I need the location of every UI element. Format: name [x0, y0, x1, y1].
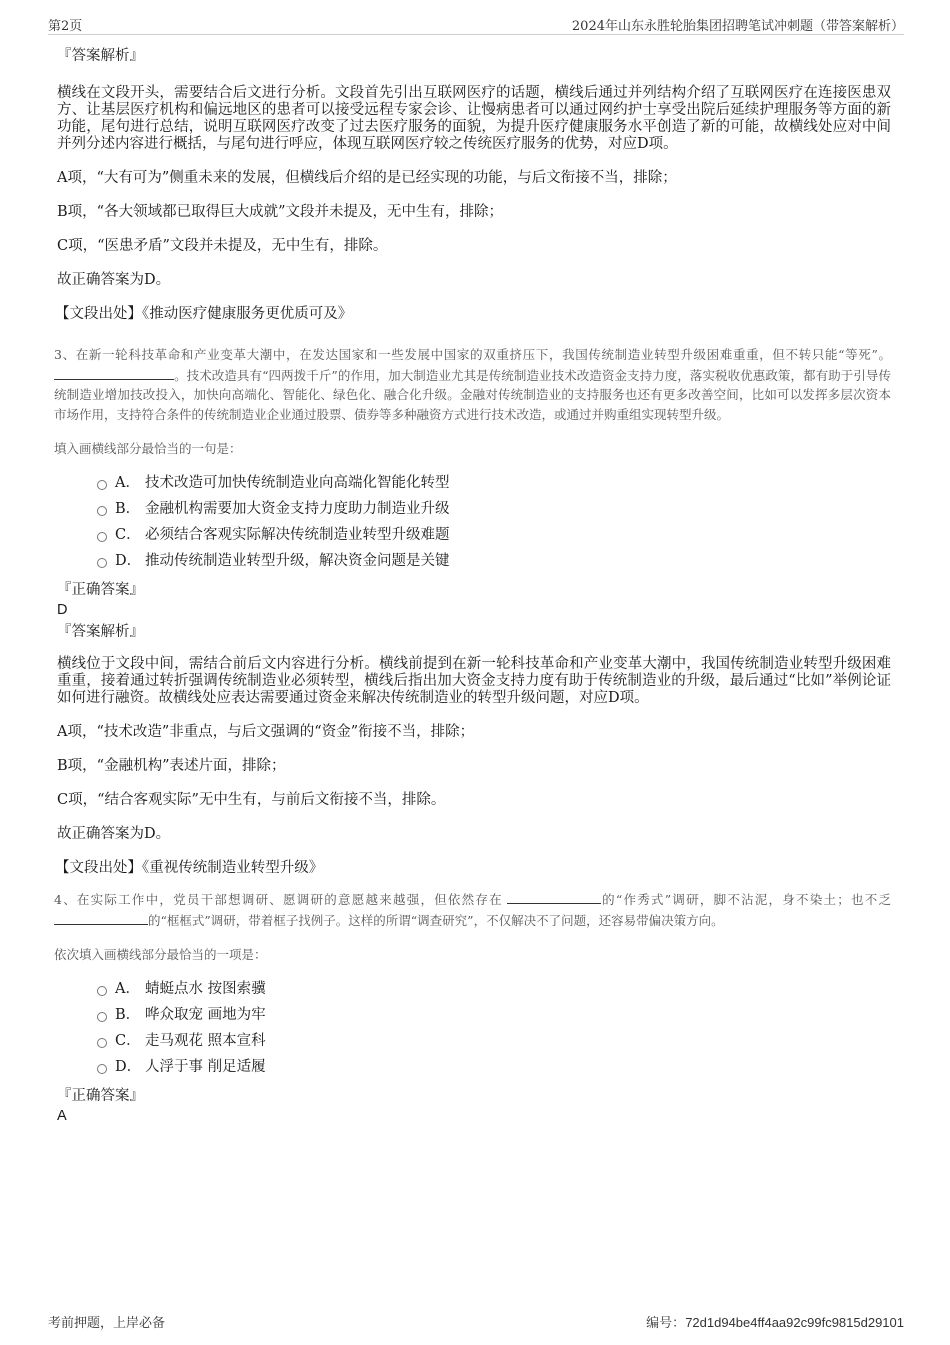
- q2-analysis-heading: 『答案解析』: [57, 48, 144, 64]
- option-text: 走马观花 照本宣科: [145, 1033, 266, 1049]
- page-header: [48, 14, 904, 35]
- option-letter: C．: [115, 1033, 141, 1049]
- q3-answer-heading: 『正确答案』: [57, 582, 144, 598]
- document-title: 2024年山东永胜轮胎集团招聘笔试冲刺题（带答案解析）: [571, 19, 904, 34]
- q4-prompt: 依次填入画横线部分最恰当的一项是：: [54, 947, 267, 962]
- question-4: [54, 889, 891, 1126]
- q3-answer: D: [57, 602, 68, 618]
- q4-text-part3: 的“框框式”调研，带着框子找例子。这样的所谓“调查研究”，不仅解决不了问题，还容易带偏决策方向。: [148, 912, 724, 928]
- q4-answer-heading: 『正确答案』: [57, 1088, 144, 1104]
- q2-source: 【文段出处】《推动医疗健康服务更优质可及》: [55, 306, 353, 322]
- q4-option-d[interactable]: [57, 1054, 891, 1080]
- option-text: 人浮于事 削足适履: [145, 1059, 266, 1075]
- q3-blank: [54, 365, 174, 380]
- footer-code-label: 编号：: [646, 1316, 686, 1331]
- q3-text: [54, 345, 891, 424]
- q4-blank-2: [54, 910, 148, 925]
- q3-text-after: 。技术改造具有“四两拨千斤”的作用，加大制造业尤其是传统制造业技术改造资金支持力度，落实税收优惠政策，都有助于引导传统制造业增加技改投入，加快向高端化、智能化、绿色化、融合化升级。金融对传统制造业的支持服务也还有更多改善空间，比如可以发挥多层次资本市场作用，支持符合条件的传统制造业企业通过股票、债券等多种融资方式进行技术改造，或通过并购重组实现转型升级。: [54, 367, 891, 422]
- option-letter: B．: [115, 1007, 141, 1023]
- q3-analysis-text: 横线位于文段中间，需结合前后文内容进行分析。横线前提到在新一轮科技革命和产业变革大潮中，我国传统制造业转型升级困难重重，接着通过转折强调传统制造业必须转型，横线后指出加大资金支持力度有助于传统制造业的升级，最后通过“比如”举例论证如何进行融资。故横线处应表达需要通过资金来解决传统制造业的转型升级问题，对应D项。: [57, 656, 891, 706]
- q4-option-c[interactable]: [57, 1028, 891, 1054]
- radio-icon[interactable]: [97, 1064, 107, 1074]
- q4-option-b[interactable]: [57, 1002, 891, 1028]
- option-letter: C．: [115, 527, 141, 543]
- q4-blank-1: [507, 889, 601, 904]
- option-text: 推动传统制造业转型升级，解决资金问题是关键: [145, 553, 450, 569]
- page-content: [54, 44, 891, 1126]
- option-text: 金融机构需要加大资金支持力度助力制造业升级: [145, 501, 450, 517]
- q3-option-d[interactable]: [57, 548, 891, 574]
- q3-option-b[interactable]: [57, 496, 891, 522]
- radio-icon[interactable]: [97, 986, 107, 996]
- q3-analysis-heading: 『答案解析』: [57, 624, 144, 640]
- q3-analysis-item-a: A项，“技术改造”非重点，与后文强调的“资金”衔接不当，排除；: [57, 724, 475, 740]
- option-text: 蜻蜓点水 按图索骥: [145, 981, 266, 997]
- q3-analysis-item-b: B项，“金融机构”表述片面，排除；: [57, 758, 286, 774]
- option-letter: D．: [115, 553, 142, 569]
- question-3: [54, 345, 891, 878]
- q4-text: [54, 889, 891, 930]
- q3-option-a[interactable]: [57, 470, 891, 496]
- option-letter: A．: [115, 475, 140, 491]
- q2-analysis-section: [57, 46, 891, 324]
- radio-icon[interactable]: [97, 1038, 107, 1048]
- option-letter: D．: [115, 1059, 142, 1075]
- q3-conclusion: 故正确答案为D。: [57, 826, 171, 842]
- q2-analysis-text: 横线在文段开头，需要结合后文进行分析。文段首先引出互联网医疗的话题，横线后通过并列结构介绍了互联网医疗在连接医患双方、让基层医疗机构和偏远地区的患者可以接受远程专家会诊、让慢病患者可以通过网约护士享受出院后延续护理服务等方面的新功能，尾句进行总结，说明互联网医疗改变了过去医疗服务的面貌，为提升医疗健康服务水平创造了新的可能，故横线处应对中间并列分述内容进行概括，与尾句进行呼应，体现互联网医疗较之传统医疗服务的优势，对应D项。: [57, 85, 891, 152]
- radio-icon[interactable]: [97, 480, 107, 490]
- q3-analysis-item-c: C项，“结合客观实际”无中生有，与前后文衔接不当，排除。: [57, 792, 446, 808]
- option-text: 技术改造可加快传统制造业向高端化智能化转型: [145, 475, 450, 491]
- q2-analysis-item-a: A项，“大有可为”侧重未来的发展，但横线后介绍的是已经实现的功能，与后文衔接不当，排除；: [57, 170, 677, 186]
- option-letter: A．: [115, 981, 140, 997]
- radio-icon[interactable]: [97, 558, 107, 568]
- option-text: 哗众取宠 画地为牢: [145, 1007, 266, 1023]
- footer-slogan: 考前押题，上岸必备: [48, 1316, 166, 1331]
- q4-options: [57, 976, 891, 1080]
- q2-analysis-item-b: B项，“各大领域都已取得巨大成就”文段并未提及，无中生有，排除；: [57, 204, 503, 220]
- footer-code: [646, 1312, 904, 1331]
- q4-text-part2: 的“作秀式”调研，脚不沾泥，身不染土；也不乏: [600, 892, 891, 907]
- q3-source: 【文段出处】《重视传统制造业转型升级》: [55, 860, 324, 876]
- q4-option-a[interactable]: [57, 976, 891, 1002]
- page-number: 第2页: [48, 19, 83, 34]
- q3-text-before: 3、在新一轮科技革命和产业变革大潮中，在发达国家和一些发展中国家的双重挤压下，我国传统制造业转型升级困难重重，但不转只能“等死”。: [54, 347, 891, 362]
- q3-prompt: 填入画横线部分最恰当的一句是：: [54, 441, 242, 456]
- radio-icon[interactable]: [97, 532, 107, 542]
- option-letter: B．: [115, 501, 141, 517]
- option-text: 必须结合客观实际解决传统制造业转型升级难题: [145, 527, 450, 543]
- q3-option-c[interactable]: [57, 522, 891, 548]
- q4-text-part1: 4、在实际工作中，党员干部想调研、愿调研的意愿越来越强，但依然存在: [54, 892, 503, 907]
- radio-icon[interactable]: [97, 1012, 107, 1022]
- q2-analysis-item-c: C项，“医患矛盾”文段并未提及，无中生有，排除。: [57, 238, 388, 254]
- q3-options: [57, 470, 891, 574]
- radio-icon[interactable]: [97, 506, 107, 516]
- q2-conclusion: 故正确答案为D。: [57, 272, 171, 288]
- footer-code-value: 72d1d94be4ff4aa92c99fc9815d29101: [685, 1315, 904, 1330]
- q4-answer: A: [57, 1108, 67, 1124]
